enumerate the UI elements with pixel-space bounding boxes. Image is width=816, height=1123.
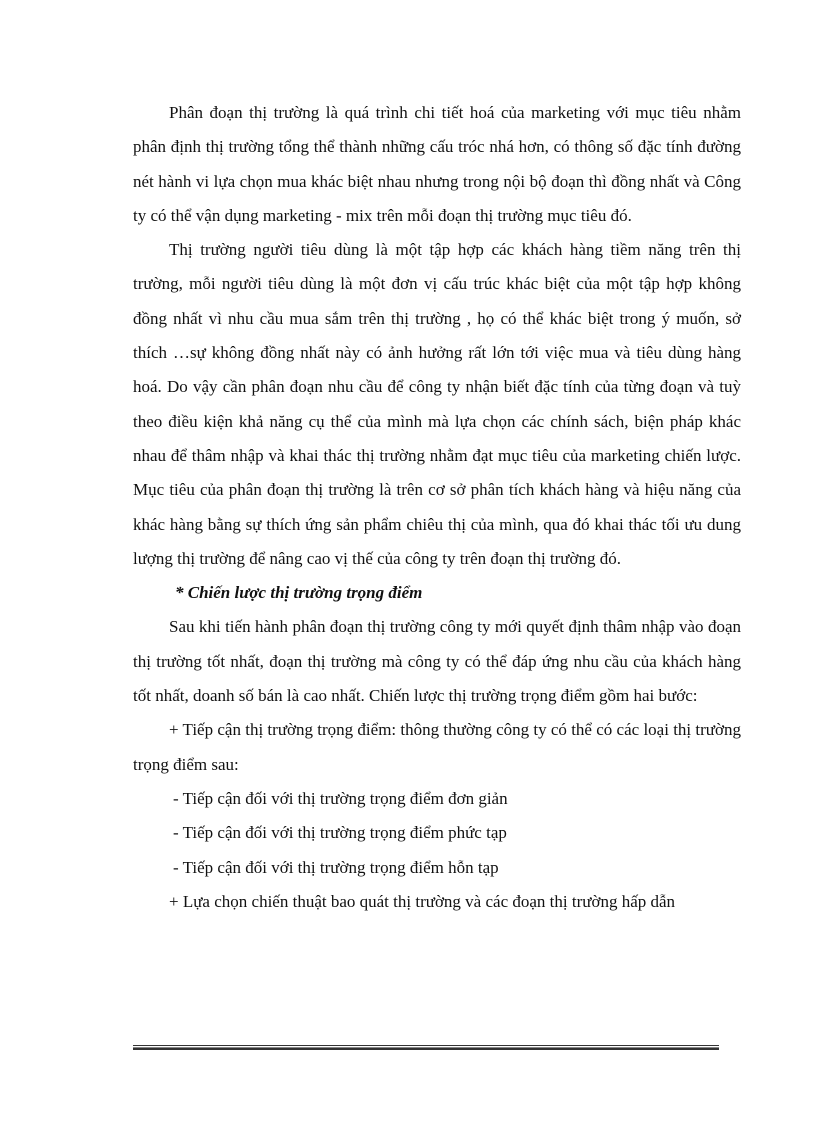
step-choose-coverage-strategy: + Lựa chọn chiến thuật bao quát thị trường và các đoạn thị trường hấp dẫn [169, 891, 676, 911]
step-approach-target-market: + Tiếp cận thị trường trọng điểm: thông thường công ty có thể có các loại thị trường trọng điểm sau: [133, 720, 741, 774]
footer-rule [133, 1045, 719, 1050]
document-body [133, 96, 741, 919]
list-item: - Tiếp cận đối với thị trường trọng điểm đơn giản [173, 788, 508, 808]
section-heading: * Chiến lược thị trường trọng điểm [175, 583, 423, 603]
paragraph-target-market: Sau khi tiến hành phân đoạn thị trường công ty mới quyết định thâm nhập vào đoạn thị trường tốt nhất, đoạn thị trường mà công ty có thể đáp ứng nhu cầu của khách hàng tốt nhất, doanh số bán là cao nhất. Chiến lược thị trường trọng điểm gồm hai bước: [133, 617, 741, 706]
list-item: - Tiếp cận đối với thị trường trọng điểm hỗn tạp [173, 857, 499, 877]
paragraph-market-segmentation: Phân đoạn thị trường là quá trình chi tiết hoá của marketing với mục tiêu nhằm phân định thị trường tổng thể thành những cấu tróc nhá hơn, có thông số đặc tính đường nét hành vi lựa chọn mua khác biệt nhau nhưng trong nội bộ đoạn thì đồng nhất và Công ty có thể vận dụng marketing - mix trên mỗi đoạn thị trường mục tiêu đó. [133, 103, 741, 225]
list-item: - Tiếp cận đối với thị trường trọng điểm phức tạp [173, 823, 507, 843]
paragraph-consumer-market: Thị trường người tiêu dùng là một tập hợp các khách hàng tiềm năng trên thị trường, mỗi người tiêu dùng là một đơn vị cấu trúc khác biệt của một tập hợp không đồng nhất vì nhu cầu mua sắm trên thị trường , họ có thể khác biệt trong ý muốn, sở thích …sự không đồng nhất này có ảnh hưởng rất lớn tới việc mua và tiêu dùng hàng hoá. Do vậy cần phân đoạn nhu cầu để công ty nhận biết đặc tính của từng đoạn và tuỳ theo điều kiện khả năng cụ thể của mình mà lựa chọn các chính sách, biện pháp khác nhau để thâm nhập và khai thác thị trường nhằm đạt mục tiêu của marketing chiến lược. Mục tiêu của phân đoạn thị trường là trên cơ sở phân tích khách hàng và hiệu năng của khác hàng bằng sự thích ứng sản phẩm chiêu thị của mình, qua đó khai thác tối ưu dung lượng thị trường để nâng cao vị thế của công ty trên đoạn thị trường đó. [133, 240, 741, 568]
